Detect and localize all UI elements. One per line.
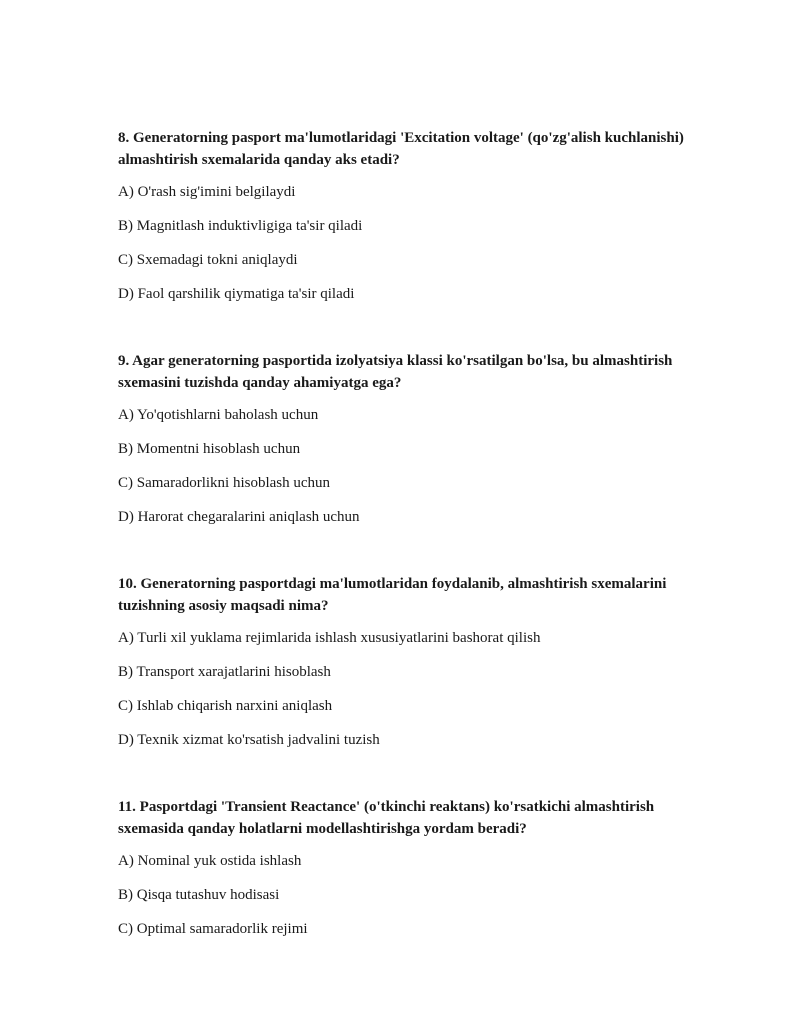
option-b: B) Momentni hisoblash uchun (118, 441, 301, 457)
question-text: 8. Generatorning pasport ma'lumotlaridagi 'Excitation voltage' (qo'zg'alish kuchlanishi) almashtirish sxemalarida qanday aks etadi? (118, 130, 684, 168)
question-11 (118, 796, 698, 937)
option-a: A) O'rash sig'imini belgilaydi (118, 184, 296, 200)
question-text: 11. Pasportdagi 'Transient Reactance' (o'tkinchi reaktans) ko'rsatkichi almashtirish sxemasida qanday holatlarni modellashtirishga yordam beradi? (118, 799, 655, 837)
option-a: A) Yo'qotishlarni baholash uchun (118, 407, 319, 423)
question-text: 10. Generatorning pasportdagi ma'lumotlaridan foydalanib, almashtirish sxemalarini tuzishning asosiy maqsadi nima? (118, 576, 667, 614)
question-8 (118, 127, 698, 302)
option-a: A) Nominal yuk ostida ishlash (118, 853, 302, 869)
question-9 (118, 350, 698, 525)
question-10 (118, 573, 698, 748)
option-c: C) Ishlab chiqarish narxini aniqlash (118, 698, 333, 714)
option-d: D) Faol qarshilik qiymatiga ta'sir qiladi (118, 286, 355, 302)
option-c: C) Samaradorlikni hisoblash uchun (118, 475, 331, 491)
option-a: A) Turli xil yuklama rejimlarida ishlash xususiyatlarini bashorat qilish (118, 630, 541, 646)
option-d: D) Harorat chegaralarini aniqlash uchun (118, 509, 360, 525)
question-text: 9. Agar generatorning pasportida izolyatsiya klassi ko'rsatilgan bo'lsa, bu almashtirish sxemasini tuzishda qanday ahamiyatga ega? (118, 353, 673, 391)
option-b: B) Transport xarajatlarini hisoblash (118, 664, 331, 680)
option-c: C) Optimal samaradorlik rejimi (118, 921, 308, 937)
option-d: D) Texnik xizmat ko'rsatish jadvalini tuzish (118, 732, 380, 748)
option-b: B) Magnitlash induktivligiga ta'sir qiladi (118, 218, 363, 234)
option-b: B) Qisqa tutashuv hodisasi (118, 887, 280, 903)
option-c: C) Sxemadagi tokni aniqlaydi (118, 252, 298, 268)
